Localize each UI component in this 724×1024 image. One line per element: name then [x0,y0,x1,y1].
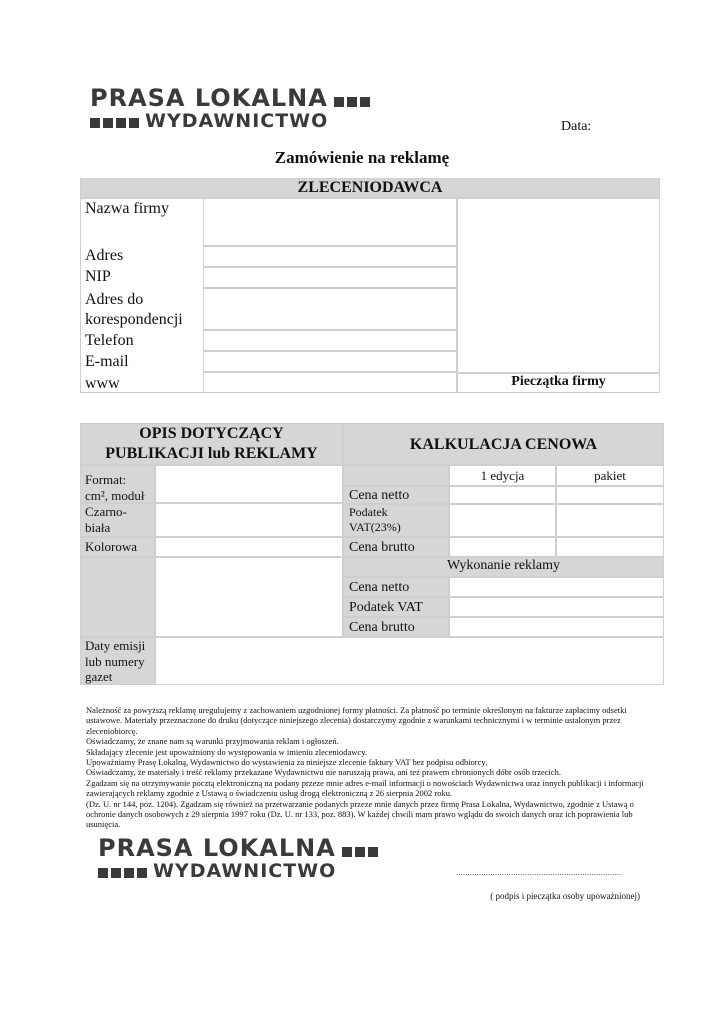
production-vat-label: Podatek VAT [349,600,423,615]
format-label: Format: [85,472,127,487]
company-stamp-area[interactable] [457,198,660,373]
legal-text [86,705,646,830]
email-label: E-mail [85,353,129,370]
vat-edition-field[interactable] [449,504,556,537]
client-header-label: ZLECENIODAWCA [297,179,443,196]
phone-label: Telefon [85,332,134,349]
notes-field[interactable] [155,557,343,637]
gross-price-package-field[interactable] [556,537,664,557]
notes-label-cell [80,557,155,637]
net-price-edition-field[interactable] [449,486,556,504]
description-header-line2: PUBLIKACJI lub REKLAMY [105,445,318,462]
correspondence-address-label: Adres do korespondencji [85,291,183,328]
pricing-corner-cell [343,465,449,486]
color-label: Kolorowa [85,539,137,554]
bw-label: Czarno-biała [85,504,127,535]
company-name-label: Nazwa firmy [85,200,169,217]
legal-paragraph: Upoważniamy Prasę Lokalną, Wydawnictwo do wystawienia za niniejsze zlecenie faktury VAT bez podpisu odbiorcy. [86,757,488,768]
publisher-logo-top [90,86,373,131]
legal-paragraph: Należność za powyższą reklamę uregulujemy z zachowaniem uzgodnionej formy płatności. Za płatność po terminie określonym na fakturze zapłacimy odsetki ustawowe. Materiały przeznaczone do druku (dotyczące niniejszego zlecenia) dostarczymy zgodnie z warunkami technicznymi i w terminie ustalonym przez zleceniobiorcę. [86,705,627,736]
signature-caption: ( podpis i pieczątka osoby upoważnionej) [490,891,640,901]
production-gross-label: Cena brutto [349,620,415,635]
legal-paragraph: Zgadzam się na otrzymywanie pocztą elektroniczną na podany przeze mnie adres e-mail informacji o nowościach Wydawnictwa oraz innych publikacji i informacji zawierających reklamy zgodnie z Ustawą o świadczeniu usług drogą elektroniczną z 26 sierpnia 2002 roku. [86,777,644,799]
logo-line1: PRASA LOKALNA [90,84,328,112]
production-net-field[interactable] [449,577,664,597]
email-field[interactable] [203,351,457,372]
stamp-label: Pieczątka firmy [511,374,606,389]
legal-paragraph: Składający zlecenie jest upoważniony do występowania w imieniu zleceniodawcy. [86,746,368,757]
publisher-logo-bottom [98,836,381,881]
net-price-label: Cena netto [349,488,410,503]
gross-price-edition-field[interactable] [449,537,556,557]
logo-line2: WYDAWNICTWO [145,110,329,132]
address-field[interactable] [203,246,457,267]
logo-line2: WYDAWNICTWO [153,860,337,882]
production-header: Wykonanie reklamy [446,558,561,573]
net-price-package-field[interactable] [556,486,664,504]
color-field[interactable] [155,537,343,557]
vat-label: Podatek VAT(23%) [349,505,401,534]
pricing-header-label: KALKULACJA CENOWA [409,436,598,453]
company-name-field[interactable] [203,198,457,246]
production-vat-field[interactable] [449,597,664,617]
legal-paragraph: (Dz. U. nr 144, poz. 1204). Zgadzam się również na przetwarzanie podanych przeze mnie danych przez firmę Prasa Lokalna, Wydawnictwo, zgodnie z Ustawą o ochronie danych osobowych z 29 sierpnia 1997 roku (Dz. U. nr 133, poz. 883). W każdej chwili mam prawo wglądu do swoich danych oraz ich poprawienia lub usunięcia. [86,798,634,830]
address-label: Adres [85,247,124,264]
logo-line1: PRASA LOKALNA [98,834,336,862]
date-label: Data: [561,119,592,134]
www-label: www [85,375,120,392]
signature-line: ........................................................................ [456,868,622,877]
dates-field[interactable] [155,637,664,685]
bw-field[interactable] [155,503,343,537]
www-field[interactable] [203,372,457,393]
form-title: Zamówienie na reklamę [274,148,450,167]
legal-paragraph: Oświadczamy, że znane nam są warunki przyjmowania reklam i ogłoszeń. [86,736,339,747]
column-package: pakiet [594,468,626,483]
nip-label: NIP [85,268,111,285]
correspondence-address-field[interactable] [203,288,457,330]
production-net-label: Cena netto [349,580,410,595]
vat-package-field[interactable] [556,504,664,537]
dates-label: Daty emisji lub numery gazet [85,638,146,684]
column-1-edition: 1 edycja [480,468,525,483]
nip-field[interactable] [203,267,457,288]
phone-field[interactable] [203,330,457,351]
gross-price-label: Cena brutto [349,540,415,555]
format-units: cm², moduł [85,488,145,503]
legal-paragraph: Oświadczamy, że materiały i treść reklamy przekazane Wydawnictwu nie naruszają prawa, ani też prawem chronionych dóbr osób trzecich. [86,767,562,778]
description-header-line1: OPIS DOTYCZĄCY [139,425,284,442]
format-field[interactable] [155,465,343,503]
production-gross-field[interactable] [449,617,664,637]
